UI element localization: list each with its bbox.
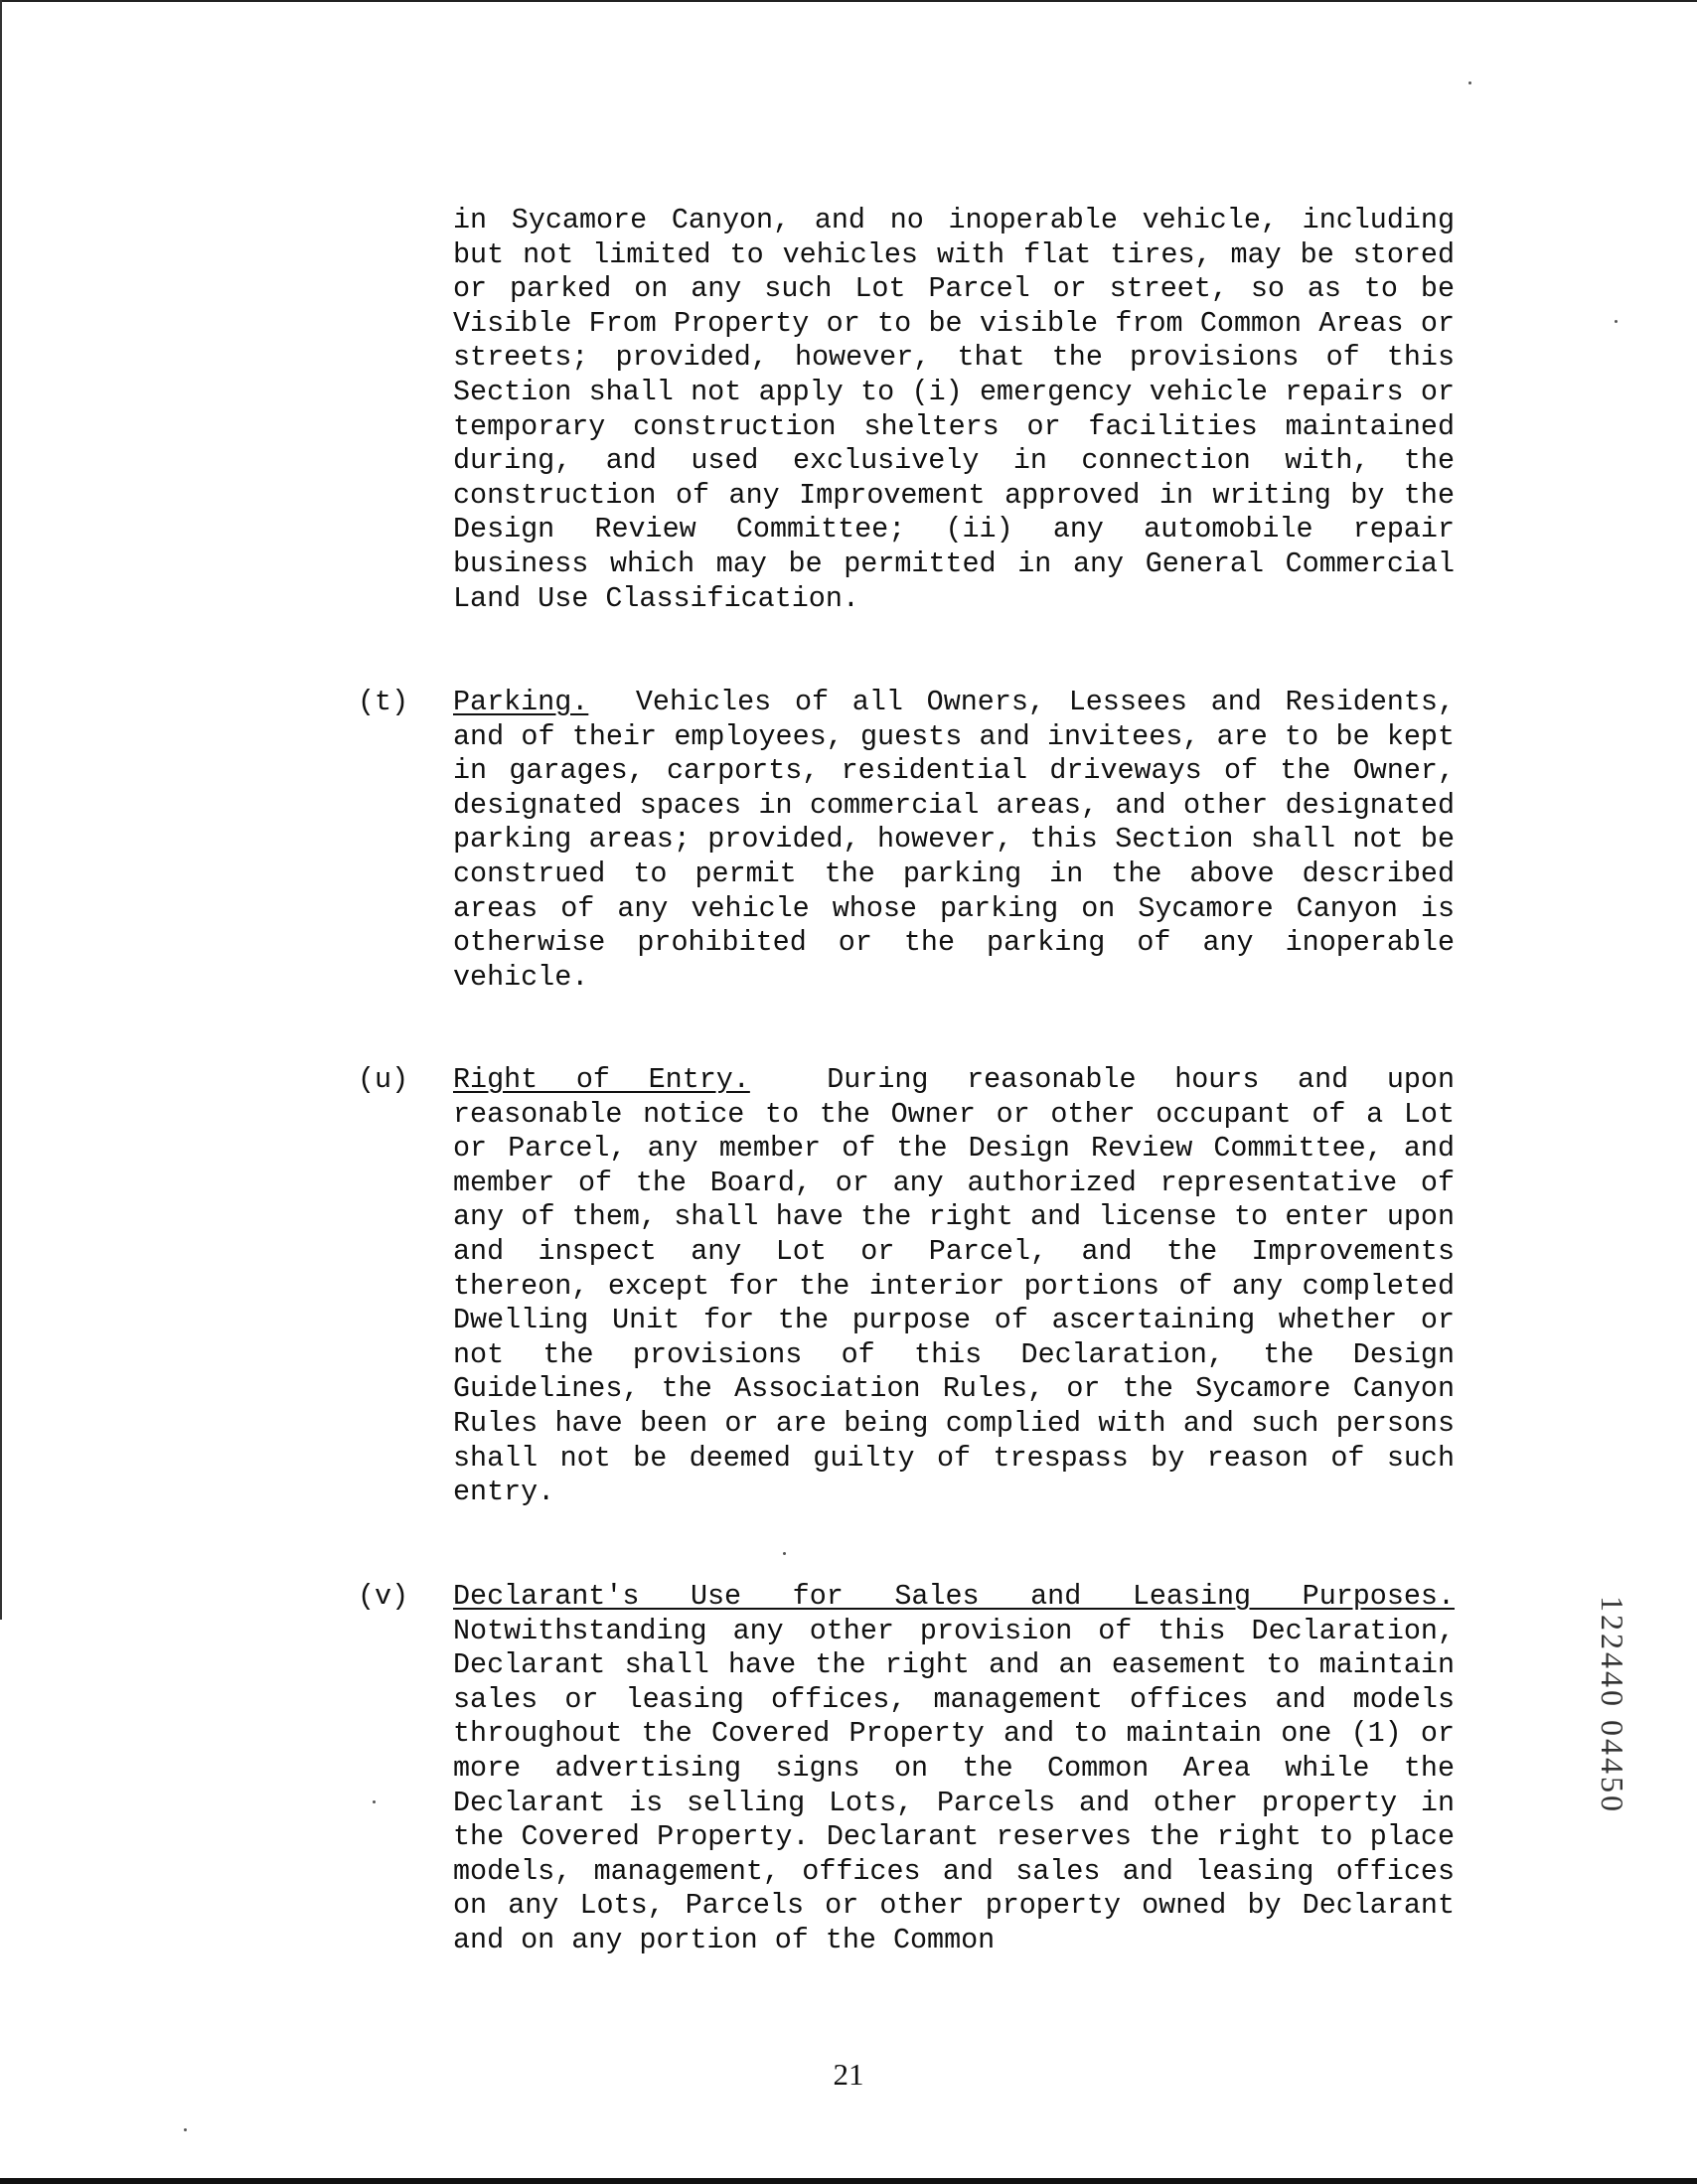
section-v-heading: Declarant's Use for Sales and Leasing Purposes. <box>453 1580 1455 1613</box>
page-number: 21 <box>833 2057 864 2092</box>
section-v-paragraph <box>453 1580 1455 1958</box>
section-u-heading: Right of Entry. <box>453 1063 750 1096</box>
section-u-marker: (u) <box>358 1063 409 1096</box>
section-t-marker: (t) <box>358 686 409 718</box>
scan-speck <box>1615 320 1618 323</box>
continuation-paragraph: in Sycamore Canyon, and no inoperable vehicle, including but not limited to vehicles with flat tires, may be stored or parked on any such Lot Parcel or street, so as to be Visible From Property or to be visible from Common Areas or streets; provided, however, that the provisions of this Section shall not apply to (i) emergency vehicle repairs or temporary construction shelters or facilities maintained during, and used exclusively in connection with, the construction of any Improvement approved in writing by the Design Review Committee; (ii) any automobile repair business which may be permitted in any General Commercial Land Use Classification. <box>453 204 1455 615</box>
section-v-marker: (v) <box>358 1580 409 1613</box>
section-u-body: During reasonable hours and upon reasonable notice to the Owner or other occupant of a Lot or Parcel, any member of the Design Review Committee, and member of the Board, or any authorized representative of any of them, shall have the right and license to enter upon and inspect any Lot or Parcel, and the Improvements thereon, except for the interior portions of any completed Dwelling Unit for the purpose of ascertaining whether or not the provisions of this Declaration, the Design Guidelines, the Association Rules, or the Sycamore Canyon Rules have been or are being complied with and such persons shall not be deemed guilty of trespass by reason of such entry. <box>453 1063 1456 1509</box>
bottom-scan-edge <box>0 2178 1697 2184</box>
scan-speck <box>184 2128 187 2131</box>
recording-number: 122440 04450 <box>1595 1596 1630 1814</box>
section-t-heading: Parking. <box>453 686 589 718</box>
section-t-body: Vehicles of all Owners, Lessees and Residents, and of their employees, guests and invitees, are to be kept in garages, carports, residential driveways of the Owner, designated spaces in commercial areas, and other designated parking areas; provided, however, this Section shall not be construed to permit the parking in the above described areas of any vehicle whose parking on Sycamore Canyon is otherwise prohibited or the parking of any inoperable vehicle. <box>453 686 1456 994</box>
section-v-body: Notwithstanding any other provision of this Declaration, Declarant shall have the right and an easement to maintain sales or leasing offices, management offices and models throughout the Covered Property and to maintain one (1) or more advertising signs on the Common Area while the Declarant is selling Lots, Parcels and other property in the Covered Property. Declarant reserves the right to place models, management, offices and sales and leasing offices on any Lots, Parcels or other property owned by Declarant and on any portion of the Common <box>453 1614 1455 1956</box>
left-scan-edge <box>0 0 2 1620</box>
section-u-paragraph <box>453 1063 1455 1510</box>
scan-speck <box>1468 81 1471 84</box>
scan-speck <box>373 1800 376 1803</box>
scan-speck <box>783 1552 786 1555</box>
section-t-paragraph <box>453 686 1455 995</box>
top-scan-edge <box>0 0 1697 2</box>
